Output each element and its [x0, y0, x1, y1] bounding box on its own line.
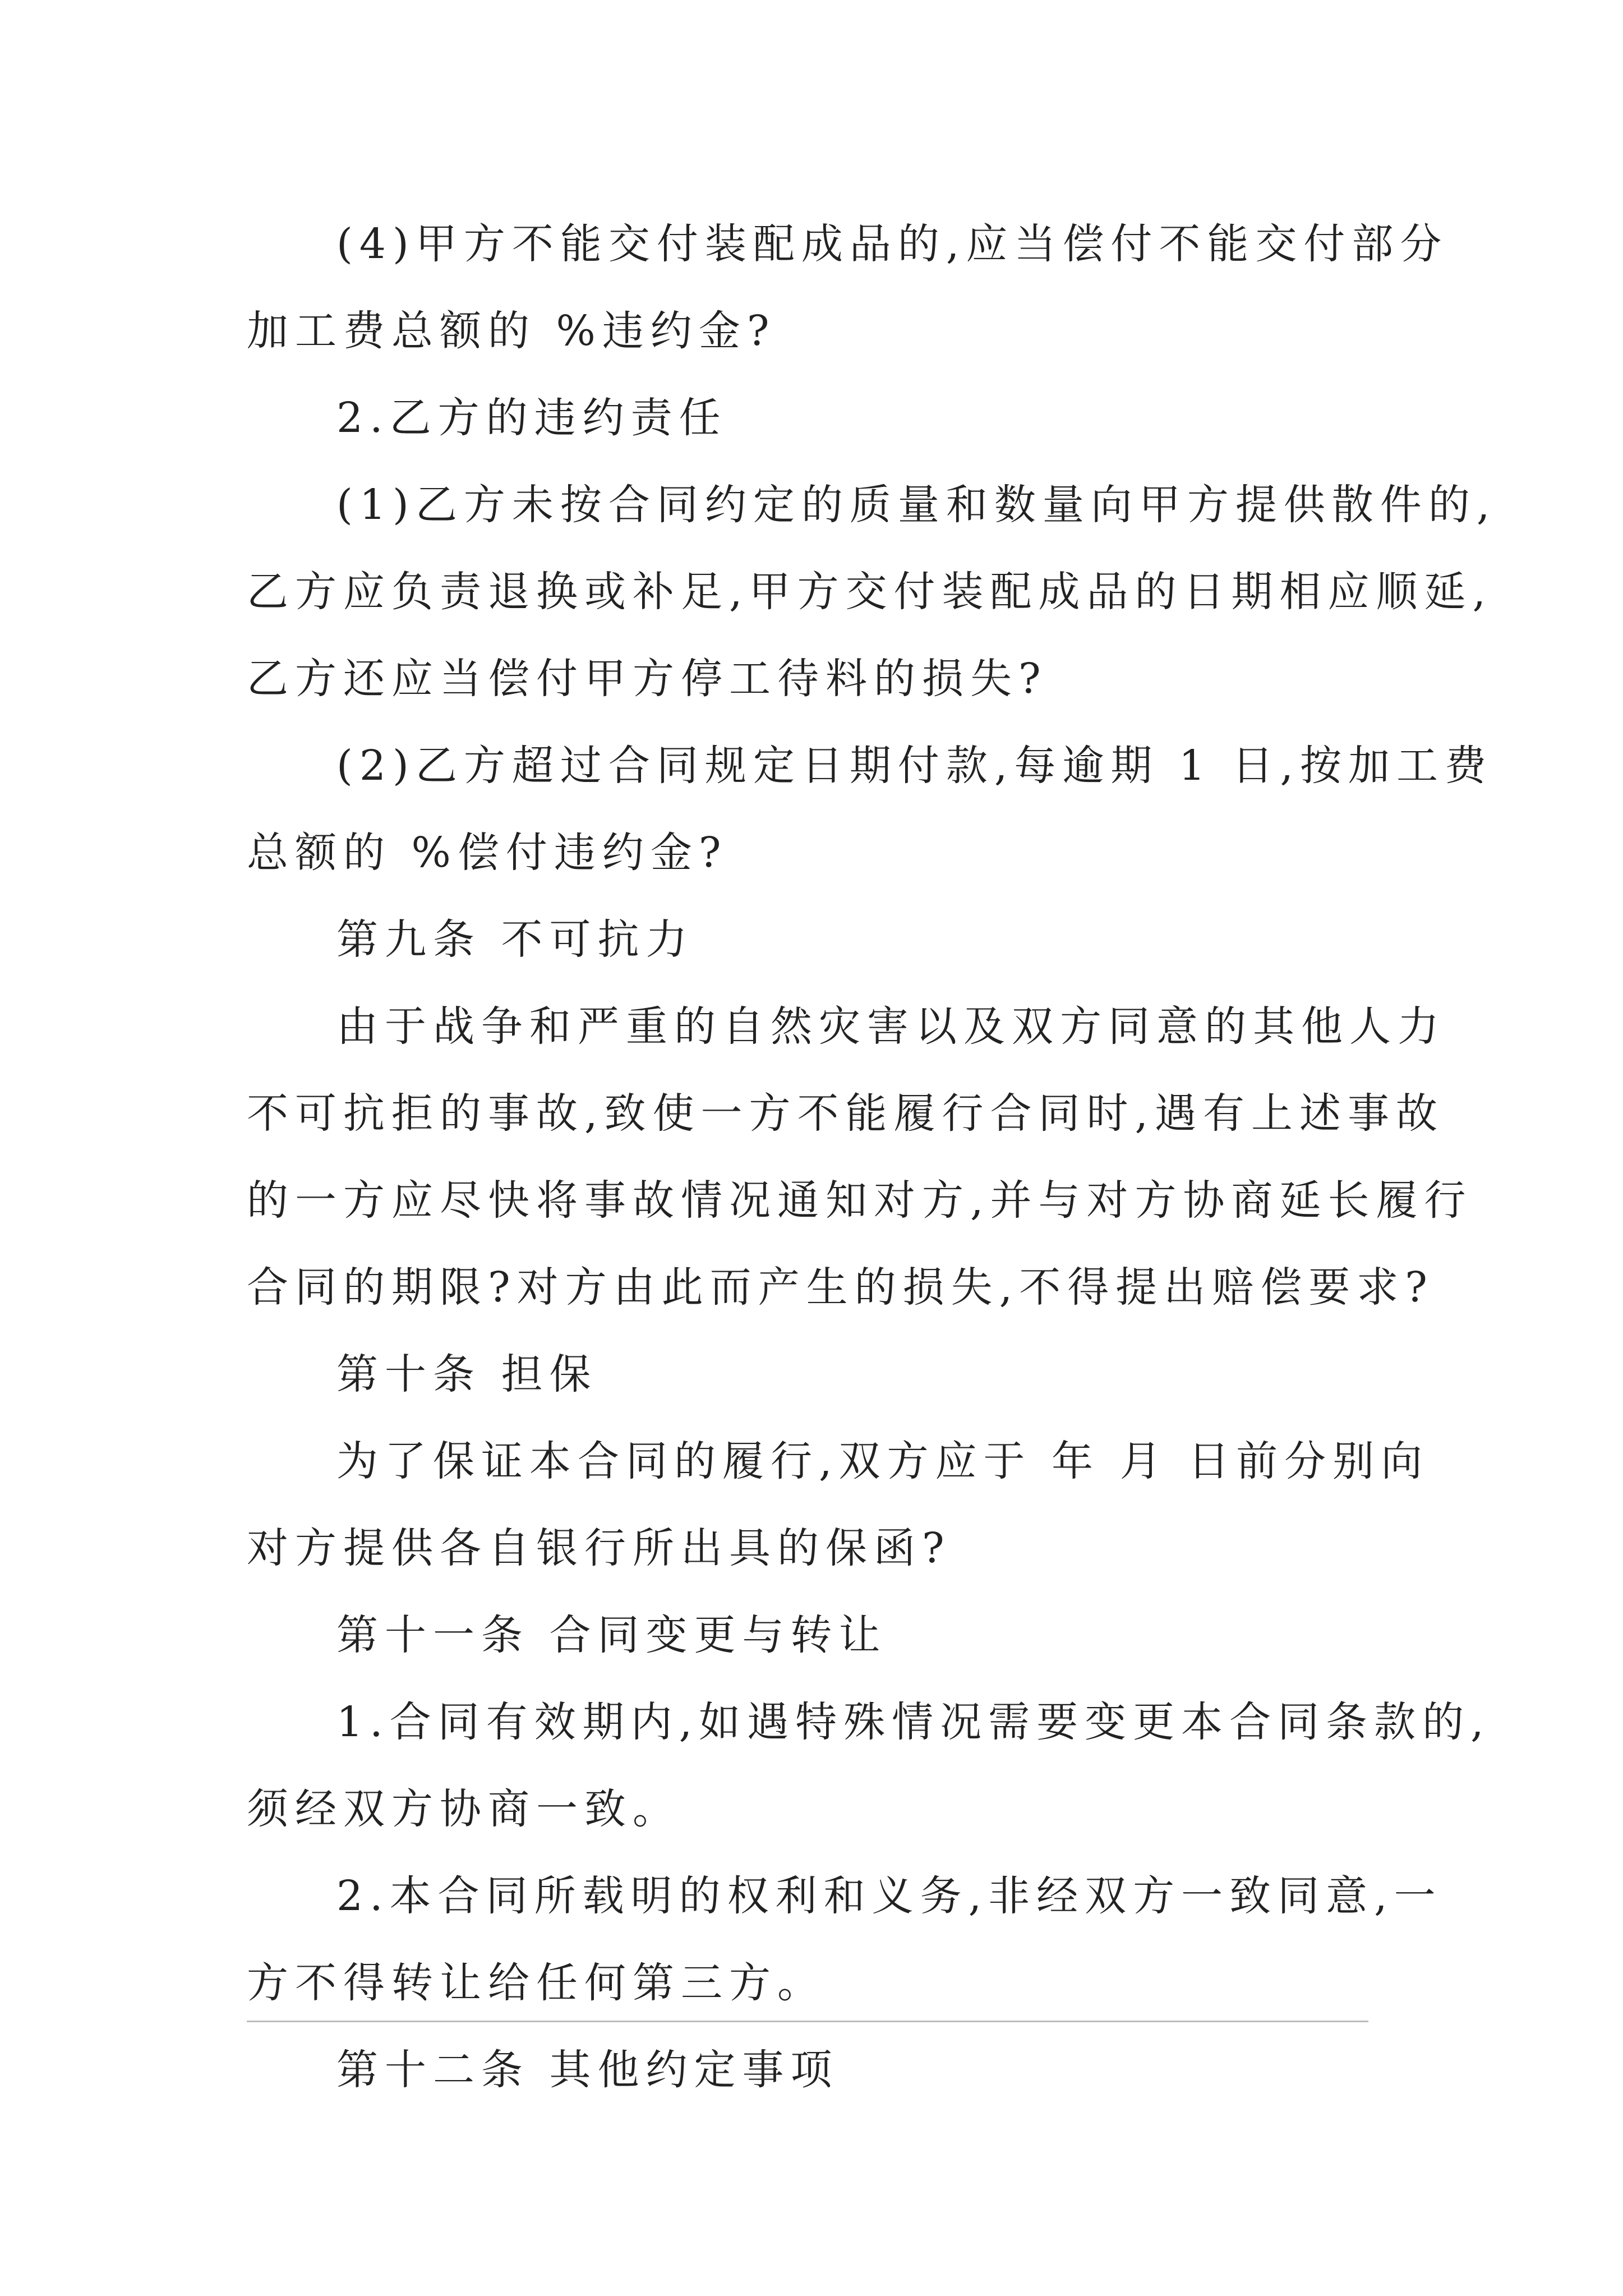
- text-line: (4)甲方不能交付装配成品的,应当偿付不能交付部分: [336, 220, 1449, 268]
- text-line: 为了保证本合同的履行,双方应于 年 月 日前分别向: [336, 1437, 1430, 1485]
- text-line: 由于战争和严重的自然灾害以及双方同意的其他人力: [336, 1002, 1446, 1051]
- text-line: 须经双方协商一致。: [247, 1785, 681, 1833]
- article-heading: 第十一条 合同变更与转让: [336, 1611, 887, 1659]
- footer-divider: [247, 2021, 1368, 2022]
- document-body: [247, 201, 1497, 2114]
- text-line: 2.本合同所载明的权利和义务,非经双方一致同意,一: [336, 1872, 1442, 1920]
- text-line: (2)乙方超过合同规定日期付款,每逾期 1 日,按加工费: [336, 742, 1493, 790]
- article-heading: 第十二条 其他约定事项: [336, 2046, 839, 2094]
- text-line: 不可抗拒的事故,致使一方不能履行合同时,遇有上述事故: [247, 1089, 1445, 1138]
- section-subheading: 2.乙方的违约责任: [336, 394, 727, 442]
- article-heading: 第九条 不可抗力: [336, 915, 694, 964]
- text-line: 乙方还应当偿付甲方停工待料的损失?: [247, 655, 1048, 703]
- text-line: 的一方应尽快将事故情况通知对方,并与对方协商延长履行: [247, 1176, 1473, 1225]
- article-heading: 第十条 担保: [336, 1350, 598, 1398]
- text-line: 对方提供各自银行所出具的保函?: [247, 1524, 951, 1572]
- text-line: 合同的期限?对方由此而产生的损失,不得提出赔偿要求?: [247, 1263, 1434, 1312]
- text-line: 方不得转让给任何第三方。: [247, 1959, 826, 2007]
- text-line: 1.合同有效期内,如遇特殊情况需要变更本合同条款的,: [336, 1698, 1491, 1746]
- text-line: 乙方应负责退换或补足,甲方交付装配成品的日期相应顺延,: [247, 568, 1493, 616]
- text-line: 加工费总额的 %违约金?: [247, 307, 776, 355]
- text-line: 总额的 %偿付违约金?: [247, 829, 728, 877]
- text-line: (1)乙方未按合同约定的质量和数量向甲方提供散件的,: [336, 481, 1497, 529]
